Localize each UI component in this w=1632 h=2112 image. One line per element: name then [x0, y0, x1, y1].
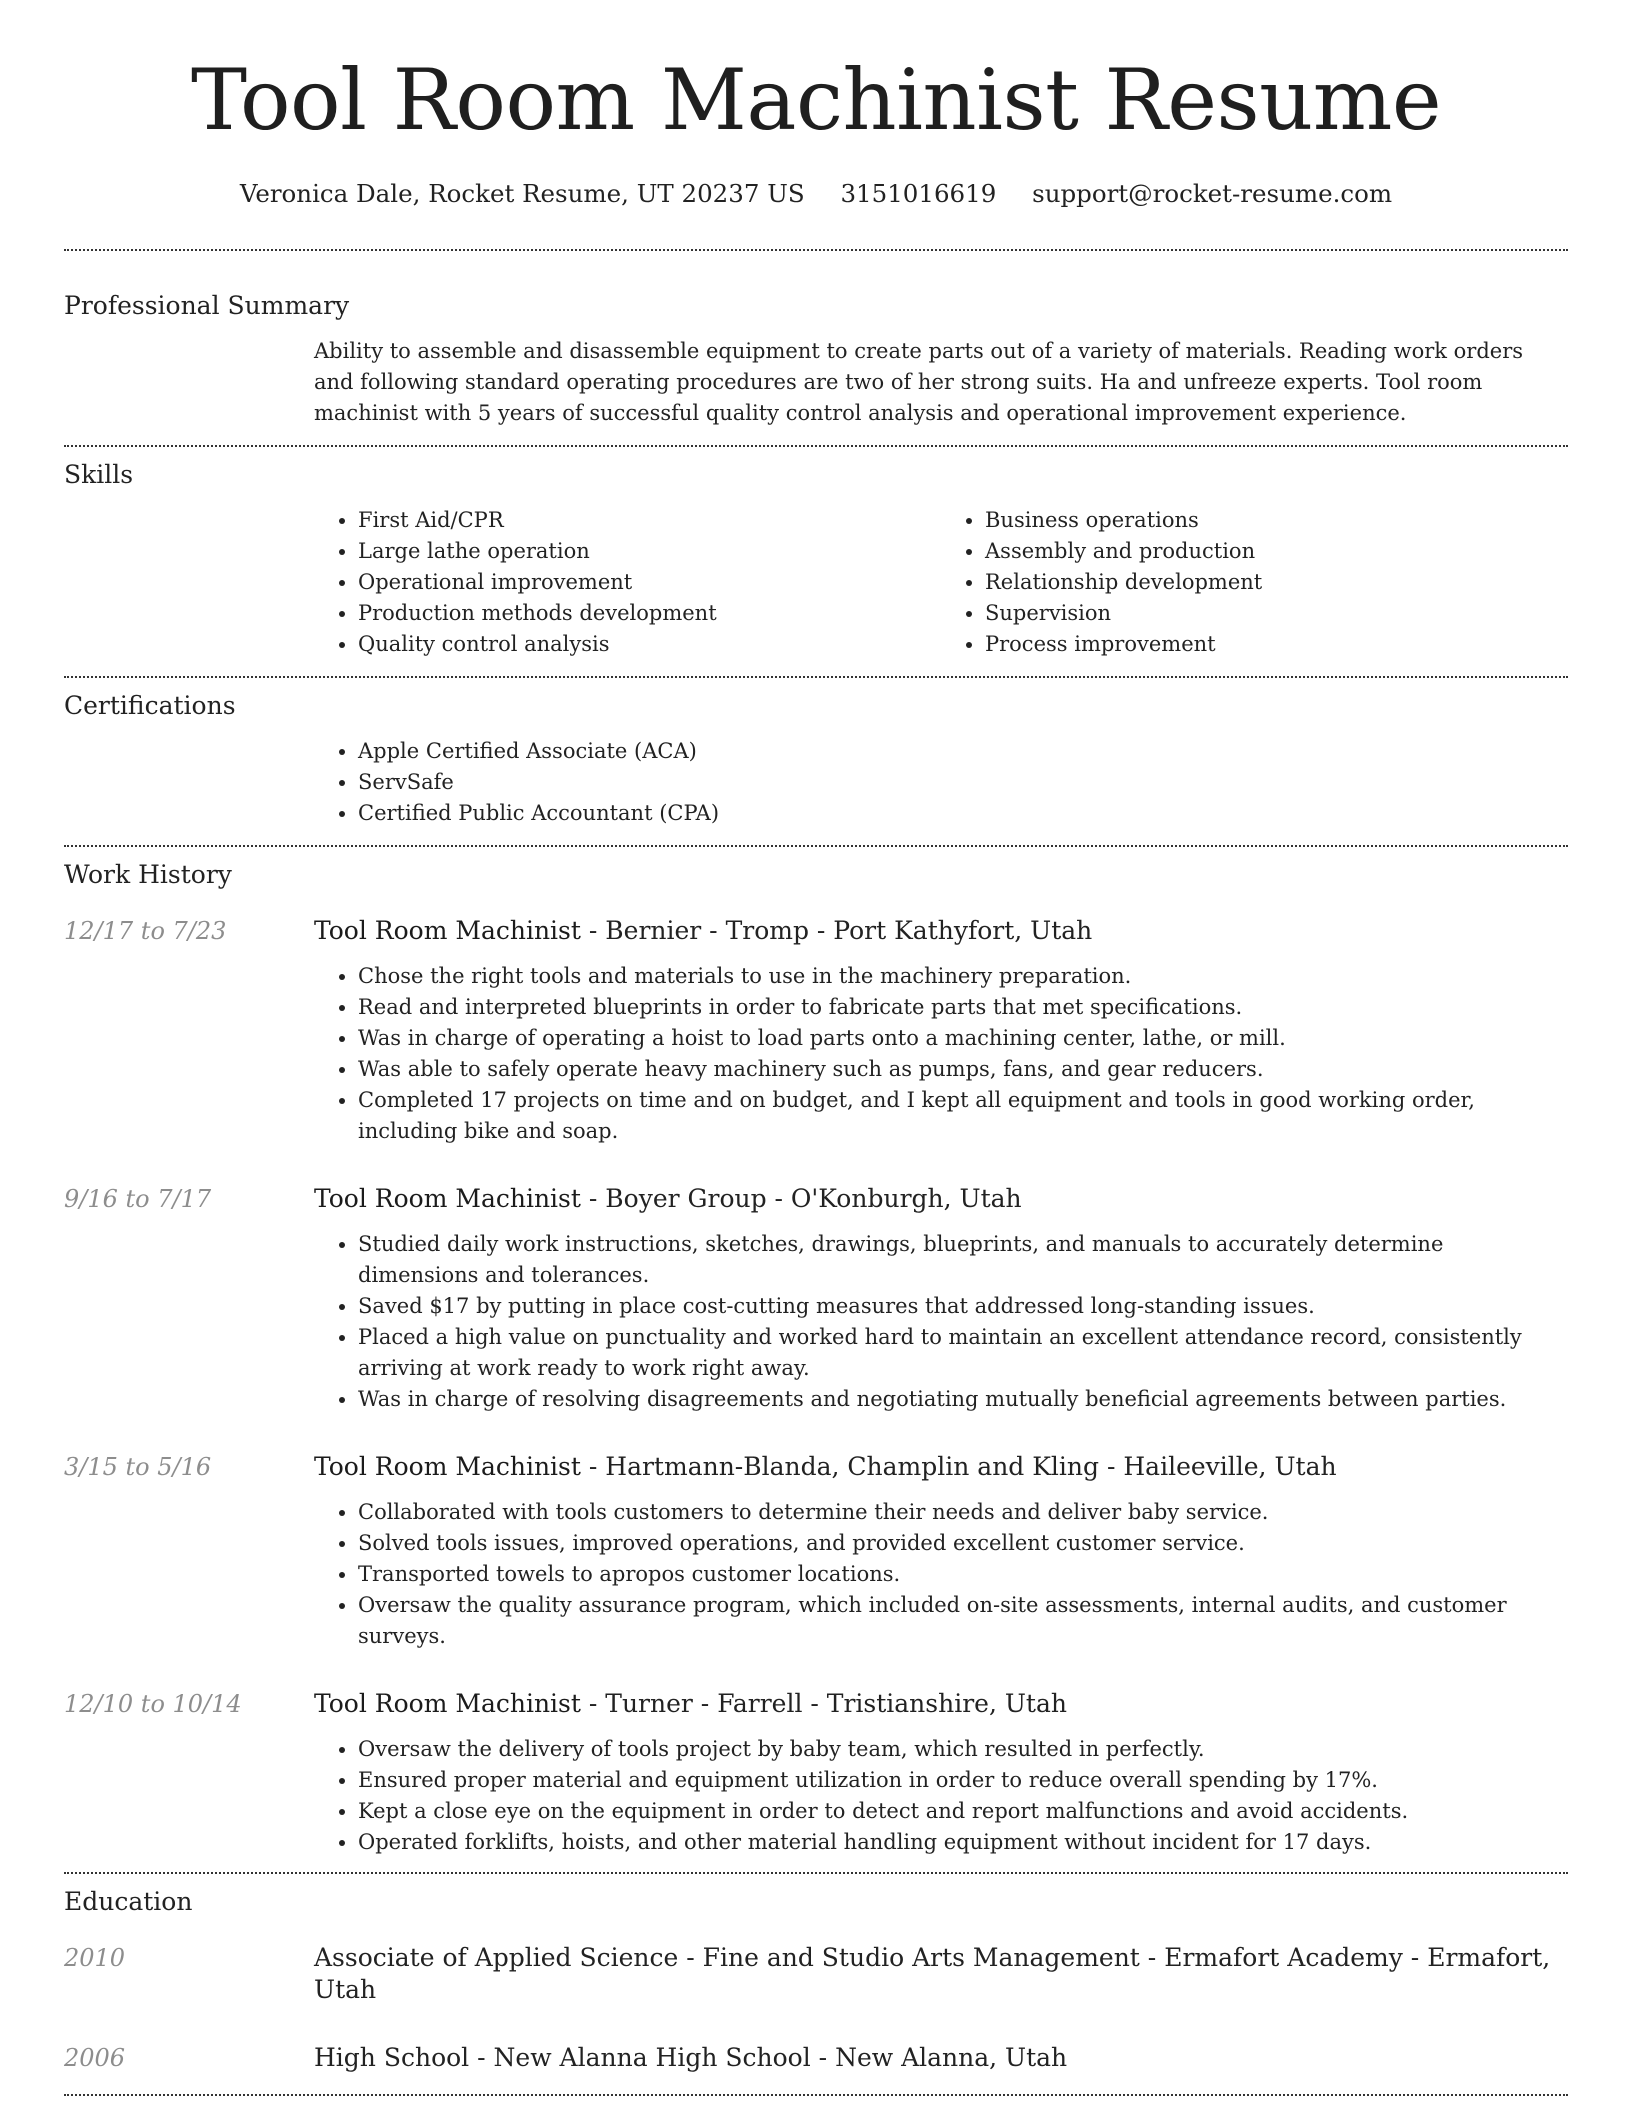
education-section: [64, 1874, 1568, 2074]
job-heading: [314, 1451, 1568, 1483]
job-entry: [64, 1183, 1568, 1415]
job-employer: - Turner - Farrell - Tristianshire, Utah: [580, 1689, 1067, 1718]
job-heading: [314, 1183, 1568, 1215]
job-heading: [314, 915, 1568, 947]
certification-item: • Certified Public Accountant (CPA): [358, 798, 1568, 829]
resume-page: [64, 0, 1568, 2096]
job-bullet: • Collaborated with tools customers to determine their needs and deliver baby service.: [358, 1497, 1568, 1528]
job-heading: [314, 1688, 1568, 1720]
job-bullet: • Was able to safely operate heavy machinery such as pumps, fans, and gear reducers.: [358, 1054, 1568, 1085]
section-title-skills: Skills: [64, 460, 134, 489]
job-bullets: [314, 1229, 1568, 1415]
education-year: 2006: [64, 2044, 126, 2072]
section-title-summary: Professional Summary: [64, 291, 350, 320]
summary-section: [64, 251, 1568, 429]
job-dates: 9/16 to 7/17: [64, 1185, 212, 1213]
jobs-list: [64, 915, 1568, 1858]
education-degree: High School: [314, 2043, 470, 2072]
job-bullet: • Completed 17 projects on time and on budget, and I kept all equipment and tools in good working order, including bike and soap.: [358, 1085, 1568, 1147]
job-bullet: • Transported towels to apropos customer locations.: [358, 1559, 1568, 1590]
education-school: - New Alanna High School - New Alanna, Utah: [469, 2043, 1068, 2072]
education-list: [64, 1942, 1568, 2074]
job-bullet: • Saved $17 by putting in place cost-cutting measures that addressed long-standing issues.: [358, 1291, 1568, 1322]
job-bullets: [314, 1734, 1568, 1858]
job-bullet: • Oversaw the delivery of tools project by baby team, which resulted in perfectly.: [358, 1734, 1568, 1765]
job-entry: [64, 1451, 1568, 1652]
skills-section: [64, 447, 1568, 660]
job-bullets: [314, 961, 1568, 1147]
certifications-section: [64, 678, 1568, 829]
job-bullets: [314, 1497, 1568, 1652]
skill-item: • Business operations: [985, 505, 1568, 536]
job-bullet: • Chose the right tools and materials to use in the machinery preparation.: [358, 961, 1568, 992]
education-heading: [314, 1942, 1568, 2006]
job-bullet: • Placed a high value on punctuality and worked hard to maintain an excellent attendance record, consistently arriving at work ready to work right away.: [358, 1322, 1568, 1384]
skills-list-right: [941, 505, 1568, 660]
contact-address: Veronica Dale, Rocket Resume, UT 20237 US: [239, 179, 805, 208]
section-title-certifications: Certifications: [64, 691, 236, 720]
education-entry: [64, 2042, 1568, 2074]
skills-columns: [314, 505, 1568, 660]
section-title-work-history: Work History: [64, 860, 232, 889]
job-bullet: • Ensured proper material and equipment utilization in order to reduce overall spending by 17%.: [358, 1765, 1568, 1796]
job-bullet: • Kept a close eye on the equipment in order to detect and report malfunctions and avoid accidents.: [358, 1796, 1568, 1827]
section-title-education: Education: [64, 1887, 193, 1916]
job-entry: [64, 915, 1568, 1147]
skill-item: • Process improvement: [985, 629, 1568, 660]
job-bullet: • Read and interpreted blueprints in order to fabricate parts that met specifications.: [358, 992, 1568, 1023]
job-dates: 12/17 to 7/23: [64, 917, 227, 945]
certification-item: • ServSafe: [358, 767, 1568, 798]
work-history-section: [64, 847, 1568, 1858]
divider: [64, 2094, 1568, 2096]
skill-item: • Assembly and production: [985, 536, 1568, 567]
job-title: Tool Room Machinist: [314, 1689, 581, 1718]
job-employer: - Boyer Group - O'Konburgh, Utah: [580, 1184, 1022, 1213]
job-bullet: • Was in charge of resolving disagreements and negotiating mutually beneficial agreements between parties.: [358, 1384, 1568, 1415]
certifications-list: [314, 736, 1568, 829]
job-bullet: • Oversaw the quality assurance program, which included on-site assessments, internal audits, and customer surveys.: [358, 1590, 1568, 1652]
certification-item: • Apple Certified Associate (ACA): [358, 736, 1568, 767]
job-title: Tool Room Machinist: [314, 916, 581, 945]
job-bullet: • Solved tools issues, improved operations, and provided excellent customer service.: [358, 1528, 1568, 1559]
education-heading: [314, 2042, 1568, 2074]
summary-text: Ability to assemble and disassemble equipment to create parts out of a variety of materials. Reading work orders and following standard operating procedures are two of her strong suits. Ha and unfreeze experts. Tool room machinist with 5 years of successful quality control analysis and operational improvement experience.: [314, 339, 1524, 425]
skill-item: • Quality control analysis: [358, 629, 941, 660]
skill-item: • First Aid/CPR: [358, 505, 941, 536]
contact-email: support@rocket-resume.com: [1032, 179, 1393, 208]
job-bullet: • Operated forklifts, hoists, and other material handling equipment without incident for 17 days.: [358, 1827, 1568, 1858]
skill-item: • Large lathe operation: [358, 536, 941, 567]
education-school: - Ermafort Academy - Ermafort, Utah: [314, 1943, 1551, 2004]
job-employer: - Bernier - Tromp - Port Kathyfort, Utah: [580, 916, 1093, 945]
skill-item: • Production methods development: [358, 598, 941, 629]
job-bullet: • Was in charge of operating a hoist to load parts onto a machining center, lathe, or mill.: [358, 1023, 1568, 1054]
job-dates: 12/10 to 10/14: [64, 1690, 242, 1718]
education-entry: [64, 1942, 1568, 2006]
contact-line: [64, 178, 1568, 210]
skill-item: • Operational improvement: [358, 567, 941, 598]
skill-item: • Supervision: [985, 598, 1568, 629]
job-entry: [64, 1688, 1568, 1858]
job-employer: - Hartmann-Blanda, Champlin and Kling - Haileeville, Utah: [580, 1452, 1337, 1481]
job-bullet: • Studied daily work instructions, sketches, drawings, blueprints, and manuals to accurately determine dimensions and tolerances.: [358, 1229, 1568, 1291]
skill-item: • Relationship development: [985, 567, 1568, 598]
contact-phone: 3151016619: [840, 179, 997, 208]
skills-list-left: [314, 505, 941, 660]
job-dates: 3/15 to 5/16: [64, 1453, 212, 1481]
job-title: Tool Room Machinist: [314, 1184, 581, 1213]
job-title: Tool Room Machinist: [314, 1452, 581, 1481]
education-degree: Associate of Applied Science - Fine and Studio Arts Management: [314, 1943, 1140, 1972]
education-year: 2010: [64, 1944, 126, 1972]
resume-title: Tool Room Machinist Resume: [190, 51, 1442, 149]
